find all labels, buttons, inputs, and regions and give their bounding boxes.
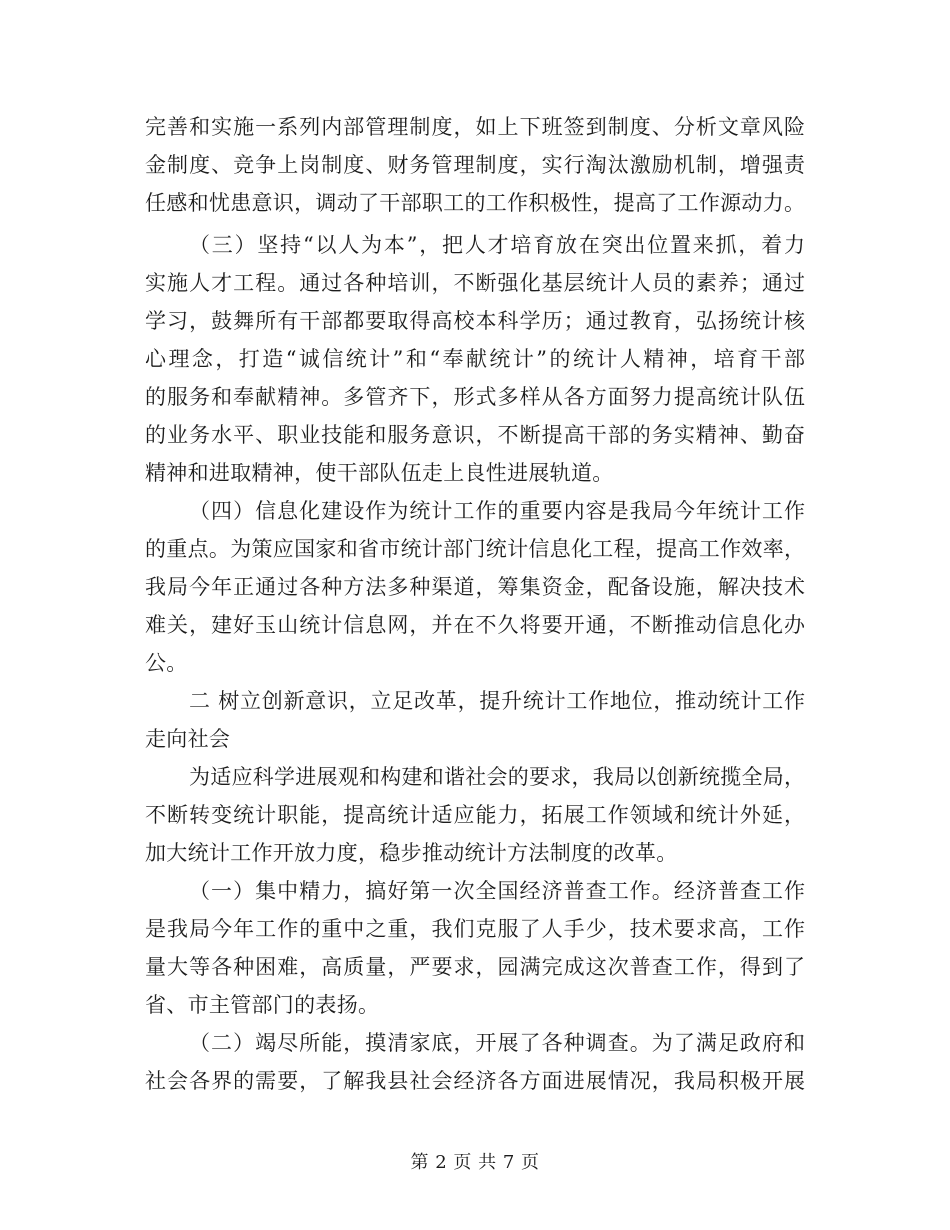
text-line: 量大等各种困难，高质量，严要求，园满完成这次普查工作，得到了 [145,955,805,979]
section-heading-innovation [145,682,805,758]
text-line: 的服务和奉献精神。多管齐下，形式多样从各方面努力提高统计队伍 [145,385,805,409]
text-line: 的业务水平、职业技能和服务意识，不断提高干部的务实精神、勤奋 [145,423,805,447]
page-footer: 第 2 页 共 7 页 [410,1152,540,1173]
paragraph-surveys [145,1024,805,1100]
text-line: 社会各界的需要，了解我县社会经济各方面进展情况，我局积极开展 [145,1069,805,1093]
paragraph-economic-census [145,872,805,1024]
text-line: 学习，鼓舞所有干部都要取得高校本科学历；通过教育，弘扬统计核 [145,309,805,333]
text-line: 不断转变统计职能，提高统计适应能力，拓展工作领域和统计外延， [145,803,805,827]
paragraph-management-system [145,108,805,222]
text-line: 为适应科学进展观和构建和谐社会的要求，我局以创新统揽全局， [189,765,805,789]
text-line: 完善和实施一系列内部管理制度，如上下班签到制度、分析文章风险 [145,115,805,139]
text-line: 实施人才工程。通过各种培训，不断强化基层统计人员的素养；通过 [145,271,805,295]
text-line: 走向社会 [145,727,231,751]
text-line: 金制度、竞争上岗制度、财务管理制度，实行淘汰激励机制，增强责 [145,153,805,177]
document-body [145,108,805,1100]
paragraph-informatization [145,492,805,682]
text-line: （四）信息化建设作为统计工作的重要内容是我局今年统计工作 [189,499,805,523]
text-line: （二）竭尽所能，摸清家底，开展了各种调查。为了满足政府和 [189,1031,805,1055]
text-line: （三）坚持“以人为本”，把人才培育放在突出位置来抓，着力 [189,233,805,257]
paragraph-talent-project [145,226,805,492]
text-line: 难关，建好玉山统计信息网，并在不久将要开通，不断推动信息化办 [145,613,805,637]
text-line: 是我局今年工作的重中之重，我们克服了人手少，技术要求高，工作 [145,917,805,941]
text-line: 任感和忧患意识，调动了干部职工的工作积极性，提高了工作源动力。 [145,191,805,215]
text-line: 心理念，打造“诚信统计”和“奉献统计”的统计人精神，培育干部 [145,347,805,371]
text-line: 公。 [145,651,188,675]
text-line: 省、市主管部门的表扬。 [145,993,380,1017]
text-line: 我局今年正通过各种方法多种渠道，筹集资金，配备设施，解决技术 [145,575,805,599]
text-line: 的重点。为策应国家和省市统计部门统计信息化工程，提高工作效率， [145,537,805,561]
text-line: 加大统计工作开放力度，稳步推动统计方法制度的改革。 [145,841,678,865]
text-line: 精神和进取精神，使干部队伍走上良性进展轨道。 [145,461,614,485]
text-line: 二 树立创新意识，立足改革，提升统计工作地位，推动统计工作 [189,689,805,713]
paragraph-reform-intro [145,758,805,872]
text-line: （一）集中精力，搞好第一次全国经济普查工作。经济普查工作 [189,879,805,903]
